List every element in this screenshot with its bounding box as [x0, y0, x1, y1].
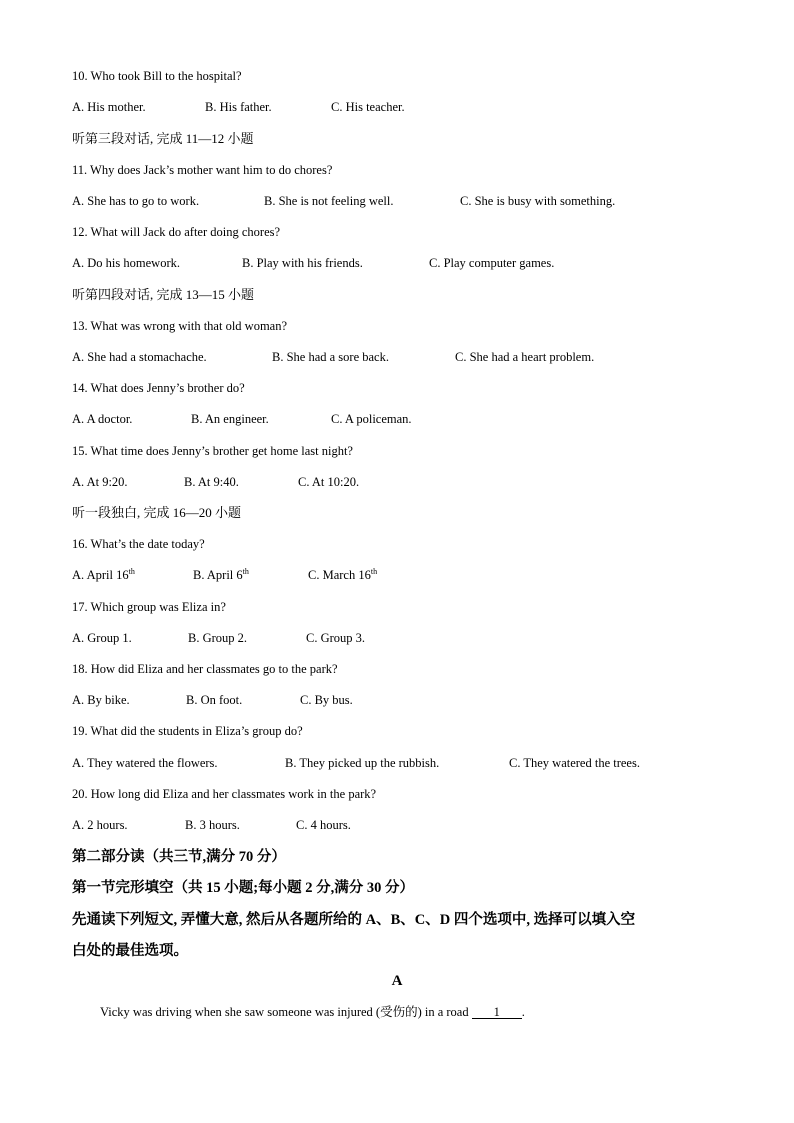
option-a: A. A doctor.	[72, 412, 133, 426]
instructions-line-2: 白处的最佳选项。	[72, 943, 188, 959]
option-b: B. His father.	[205, 100, 272, 114]
option-b: B. On foot.	[186, 693, 243, 707]
option-b: B. An engineer.	[191, 412, 269, 426]
option-c: C. A policeman.	[331, 412, 412, 426]
instructions-line-1: 先通读下列短文, 弄懂大意, 然后从各题所给的 A、B、C、D 四个选项中, 选择可以填入空	[72, 912, 636, 928]
passage-end: .	[521, 1005, 525, 1019]
option-text: B. April 6	[193, 568, 243, 582]
option-text: A. April 16	[72, 568, 129, 582]
question-15: 15. What time does Jenny’s brother get home last night?	[72, 444, 353, 458]
option-b: B. They picked up the rubbish.	[285, 756, 440, 770]
question-12: 12. What will Jack do after doing chores?	[72, 225, 281, 239]
option-a: A. At 9:20.	[72, 475, 128, 489]
superscript: th	[370, 567, 378, 576]
question-17: 17. Which group was Eliza in?	[72, 600, 226, 614]
option-c: C. By bus.	[300, 693, 353, 707]
question-14: 14. What does Jenny’s brother do?	[72, 381, 245, 395]
option-b: B. Play with his friends.	[242, 256, 363, 270]
passage-label: A	[391, 973, 403, 989]
option-a: A. She had a stomachache.	[72, 350, 207, 364]
superscript: th	[242, 567, 249, 576]
option-a: A. Do his homework.	[72, 256, 180, 270]
answer-blank: 1	[472, 1006, 522, 1019]
option-b: B. She had a sore back.	[272, 350, 389, 364]
passage-text: Vicky was driving when she saw someone was injured (受伤的) in a road	[100, 1005, 472, 1019]
question-19: 19. What did the students in Eliza’s group do?	[72, 724, 303, 738]
question-20: 20. How long did Eliza and her classmates work in the park?	[72, 787, 377, 801]
option-b: B. She is not feeling well.	[264, 194, 394, 208]
option-b	[193, 567, 249, 583]
option-a: A. They watered the flowers.	[72, 756, 218, 770]
option-b: B. Group 2.	[188, 631, 248, 645]
option-c: C. His teacher.	[331, 100, 405, 114]
question-11: 11. Why does Jack’s mother want him to do chores?	[72, 163, 333, 177]
question-18: 18. How did Eliza and her classmates go to the park?	[72, 662, 338, 676]
question-13: 13. What was wrong with that old woman?	[72, 319, 288, 333]
passage-paragraph	[100, 1004, 525, 1020]
part2-title: 第二部分读（共三节,满分 70 分）	[72, 849, 286, 865]
section-heading-3: 听第三段对话, 完成 11—12 小题	[72, 131, 254, 146]
option-a: A. 2 hours.	[72, 818, 128, 832]
option-c: C. Group 3.	[306, 631, 366, 645]
option-c: C. Play computer games.	[429, 256, 555, 270]
option-b: B. 3 hours.	[185, 818, 240, 832]
option-b: B. At 9:40.	[184, 475, 239, 489]
section-heading-5: 听一段独白, 完成 16—20 小题	[72, 505, 242, 520]
option-text: C. March 16	[308, 568, 371, 582]
option-c: C. She had a heart problem.	[455, 350, 595, 364]
option-c: C. They watered the trees.	[509, 756, 640, 770]
part2-subtitle: 第一节完形填空（共 15 小题;每小题 2 分,满分 30 分）	[72, 880, 414, 896]
option-a	[72, 567, 135, 583]
option-c	[308, 567, 377, 583]
option-a: A. Group 1.	[72, 631, 132, 645]
option-c: C. At 10:20.	[298, 475, 360, 489]
option-a: A. She has to go to work.	[72, 194, 200, 208]
question-16: 16. What’s the date today?	[72, 537, 205, 551]
option-c: C. She is busy with something.	[460, 194, 616, 208]
question-10: 10. Who took Bill to the hospital?	[72, 69, 242, 83]
option-a: A. His mother.	[72, 100, 146, 114]
option-a: A. By bike.	[72, 693, 130, 707]
option-c: C. 4 hours.	[296, 818, 351, 832]
superscript: th	[128, 567, 135, 576]
section-heading-4: 听第四段对话, 完成 13—15 小题	[72, 287, 255, 302]
